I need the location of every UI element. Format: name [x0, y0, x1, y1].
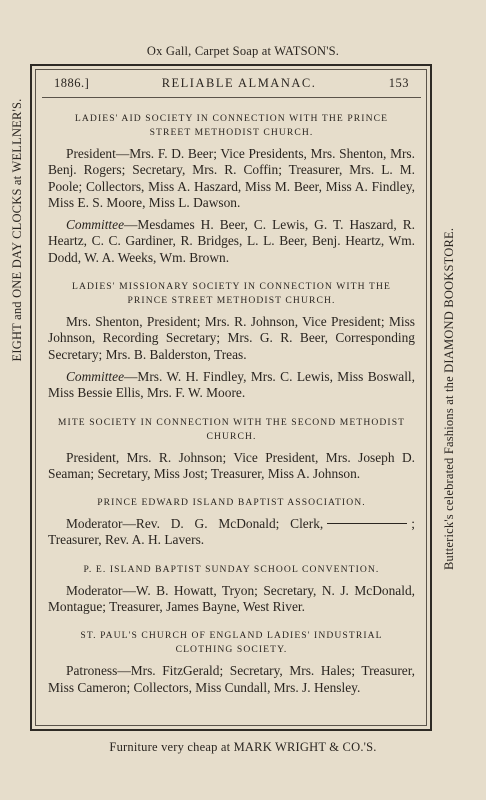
section-paragraph: Patroness—Mrs. FitzGerald; Secretary, Mrs. Hales; Treasurer, Miss Cameron; Collectors, Miss Cundall, Mrs. J. Hensley. [48, 663, 415, 695]
section-paragraph: Mrs. Shenton, President; Mrs. R. Johnson, Vice President; Miss Johnson, Recording Secretary; Mrs. G. R. Beer, Corresponding Secretary; Mrs. B. Balderston, Treas. [48, 314, 415, 362]
section-paragraph: Moderator—W. B. Howatt, Tryon; Secretary, N. J. McDonald, Montague; Treasurer, James Bayne, West River. [48, 582, 415, 615]
bottom-advertisement: Furniture very cheap at MARK WRIGHT & CO.'S. [109, 740, 377, 754]
section-st-pauls-society [48, 629, 415, 696]
left-advertisement: EIGHT and ONE DAY CLOCKS at WELLNER'S. [10, 98, 24, 362]
section-ladies-missionary [48, 280, 415, 401]
section-paragraph [48, 516, 415, 549]
page-number: 153 [388, 76, 409, 90]
section-heading: PRINCE EDWARD ISLAND BAPTIST ASSOCIATION. [97, 497, 366, 509]
page-content [48, 72, 415, 696]
top-advertisement: Ox Gall, Carpet Soap at WATSON'S. [146, 44, 340, 58]
section-heading: ST. PAUL'S CHURCH OF ENGLAND LADIES' INDUSTRIAL CLOTHING SOCIETY. [80, 630, 383, 656]
running-head-year: 1886.] [54, 76, 90, 90]
blank-line [327, 523, 407, 524]
section-mite-society [48, 416, 415, 483]
section-baptist-association [48, 496, 415, 549]
section-paragraph: President—Mrs. F. D. Beer; Vice Presidents, Mrs. Shenton, Mrs. Benj. Rogers; Secretary, Mrs. R. Coffin; Treasurer, Mrs. L. M. Poole; Collectors, Miss A. Haszard, Miss M. Beer, Miss A. Findley, Miss E. S. Moore, Miss L. Dawson. [48, 146, 415, 210]
committee-text: —Mesdames H. Beer, C. Lewis, G. T. Haszard, R. Heartz, C. C. Gardiner, R. Bridges, L. L. Beer, Benj. Heartz, Wm. Dodd, W. A. Weeks, Wm. Brown. [48, 217, 415, 265]
right-advertisement: Butterick's celebrated Fashions at the DIAMOND BOOKSTORE. [442, 227, 456, 570]
section-heading: MITE SOCIETY IN CONNECTION WITH THE SECOND METHODIST CHURCH. [57, 416, 406, 442]
section-paragraph: President, Mrs. R. Johnson; Vice President, Mrs. Joseph D. Seaman; Secretary, Miss Jost; Treasurer, Miss A. Johnson. [48, 449, 415, 481]
section-heading: P. E. ISLAND BAPTIST SUNDAY SCHOOL CONVENTION. [83, 563, 380, 575]
section-heading: LADIES' AID SOCIETY IN CONNECTION WITH THE PRINCE STREET METHODIST CHURCH. [74, 113, 389, 138]
section-paragraph [48, 217, 415, 266]
section-sunday-school-convention [48, 563, 415, 616]
committee-label: Committee [66, 368, 125, 384]
committee-label: Committee [66, 217, 125, 233]
committee-text: —Mrs. W. H. Findley, Mrs. C. Lewis, Miss Boswall, Miss Bessie Ellis, Mrs. F. W. Moore. [48, 368, 415, 401]
paragraph-text-before: Moderator—Rev. D. G. McDonald; Clerk, [66, 516, 324, 532]
section-ladies-aid [48, 112, 415, 266]
paragraph-text-after: ; Treasurer, Rev. A. H. Lavers. [48, 516, 415, 548]
running-head-title: RELIABLE ALMANAC. [161, 76, 317, 90]
header-rule [42, 97, 421, 98]
running-head [48, 72, 415, 91]
section-heading: LADIES' MISSIONARY SOCIETY IN CONNECTION WITH THE PRINCE STREET METHODIST CHURCH. [72, 281, 391, 307]
section-paragraph [48, 369, 415, 402]
